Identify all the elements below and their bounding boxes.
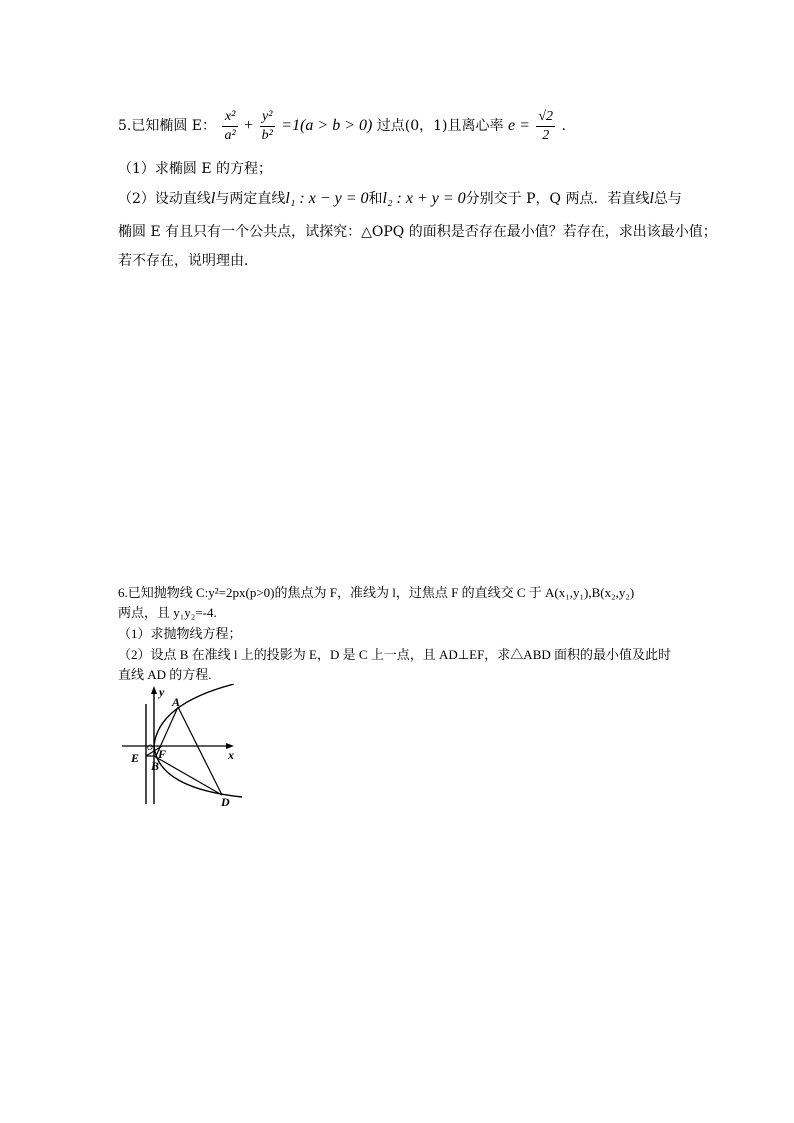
x-fraction-den: a² (224, 127, 236, 143)
p5-statement (118, 104, 566, 148)
eccentricity-num: √2 (536, 108, 555, 127)
label-x: x (228, 748, 234, 762)
p5-question-2-line2: 椭圆 E 有且只有一个公共点，试探究：△OPQ 的面积是否存在最小值？若存在，求出该最小值； (118, 224, 717, 240)
p6-statement-line1: 6.已知抛物线 C:y²=2px(p>0)的焦点为 F，准线为 l，过焦点 F 的直线交 C 于 A(x₁,y₁),B(x₂,y₂) (118, 585, 635, 600)
p6-question-1: （1）求抛物线方程； (118, 626, 242, 641)
p5-q2-text-b: 与两定直线 (215, 191, 286, 207)
p5-q2-text-a: （2）设动直线 (118, 191, 211, 207)
label-D: D (221, 795, 230, 808)
label-F: F (158, 747, 167, 761)
label-B: B (151, 759, 160, 773)
y-fraction-den: b² (261, 127, 273, 143)
p5-passes-point: 过点(0，1)且离心率 (376, 118, 504, 134)
label-E: E (131, 751, 140, 765)
x-fraction-num: x² (222, 108, 237, 127)
y-axis-arrow (151, 686, 157, 694)
p5-question-2-line3: 若不存在，说明理由． (118, 253, 258, 269)
parabola-curve (154, 684, 242, 797)
p6-statement-line2: 两点，且 y₁y₂=-4. (118, 605, 217, 620)
line-l-symbol-2: l (649, 190, 654, 207)
line-l2-equation: l₂ : x + y = 0 (382, 190, 466, 207)
x-fraction (222, 108, 237, 145)
y-fraction-num: y² (260, 108, 275, 127)
label-A: A (172, 695, 181, 709)
p5-q2-text-d: 总与 (653, 191, 682, 207)
p5-q2-and: 和 (368, 191, 383, 207)
p6-question-2-line2: 直线 AD 的方程. (118, 667, 212, 682)
line-l1-equation: l₁ : x − y = 0 (285, 190, 369, 207)
p5-question-1: （1）求椭圆 E 的方程； (118, 161, 273, 177)
ellipse-rhs: =1(a > b > 0) (281, 117, 373, 134)
label-y: y (159, 685, 165, 699)
eccentricity-fraction (536, 108, 555, 145)
p5-intro: 5.已知椭圆 E： (118, 118, 217, 134)
p5-end-dot: . (561, 118, 566, 134)
plus-sign: + (244, 117, 254, 134)
p5-q2-text-c: 分别交于 P，Q 两点．若直线 (465, 191, 650, 207)
line-l-symbol: l (210, 190, 216, 207)
y-fraction (260, 108, 275, 145)
eccentricity-den: 2 (542, 127, 550, 143)
eccentricity-lhs: e = (507, 117, 530, 134)
parabola-figure (118, 684, 248, 808)
p6-question-2-line1: （2）设点 B 在准线 l 上的投影为 E，D 是 C 上一点，且 AD⊥EF，求△ABD 面积的最小值及此时 (118, 647, 672, 662)
p5-question-2 (118, 188, 682, 208)
label-O: O (147, 743, 153, 752)
